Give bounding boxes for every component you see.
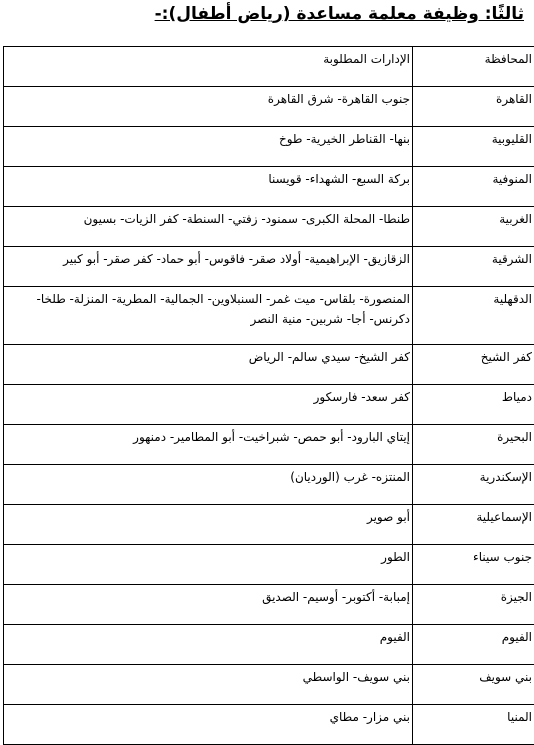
- departments-cell: إمبابة- أكتوبر- أوسيم- الصديق: [4, 585, 413, 625]
- table-row: [4, 385, 534, 425]
- governorate-cell: الإسكندرية: [413, 465, 534, 505]
- header-governorate: المحافظة: [413, 47, 534, 87]
- governorate-cell: البحيرة: [413, 425, 534, 465]
- table-row: [4, 207, 534, 247]
- table-row: [4, 625, 534, 665]
- departments-cell: المنتزه- غرب (الورديان): [4, 465, 413, 505]
- departments-cell: الطور: [4, 545, 413, 585]
- table-row: [4, 247, 534, 287]
- table-row: [4, 545, 534, 585]
- governorate-cell: جنوب سيناء: [413, 545, 534, 585]
- departments-cell: بني سويف- الواسطي: [4, 665, 413, 705]
- departments-cell: جنوب القاهرة- شرق القاهرة: [4, 87, 413, 127]
- header-departments: الإدارات المطلوبة: [4, 47, 413, 87]
- governorate-cell: الغربية: [413, 207, 534, 247]
- table-row: [4, 167, 534, 207]
- table-row: [4, 87, 534, 127]
- departments-cell: بركة السبع- الشهداء- قويسنا: [4, 167, 413, 207]
- governorate-cell: دمياط: [413, 385, 534, 425]
- governorate-cell: الجيزة: [413, 585, 534, 625]
- departments-cell: بنها- القناطر الخيرية- طوخ: [4, 127, 413, 167]
- table-row: [4, 665, 534, 705]
- table-row: [4, 505, 534, 545]
- table-row: [4, 287, 534, 345]
- departments-cell: أبو صوير: [4, 505, 413, 545]
- departments-cell: المنصورة- بلقاس- ميت غمر- السنبلاوين- الجمالية- المطرية- المنزلة- طلخا- دكرنس- أجا- شربين- منية النصر: [4, 287, 413, 345]
- governorate-cell: القليوبية: [413, 127, 534, 167]
- governorate-cell: المنيا: [413, 705, 534, 745]
- governorate-cell: الشرقية: [413, 247, 534, 287]
- departments-cell: كفر سعد- فارسكور: [4, 385, 413, 425]
- departments-cell: بني مزار- مطاي: [4, 705, 413, 745]
- table-row: [4, 585, 534, 625]
- table-row: [4, 425, 534, 465]
- governorate-cell: المنوفية: [413, 167, 534, 207]
- governorates-table: [3, 46, 534, 745]
- table-row: [4, 345, 534, 385]
- governorate-cell: الإسماعيلية: [413, 505, 534, 545]
- departments-cell: طنطا- المحلة الكبرى- سمنود- زفتي- السنطة- كفر الزيات- بسيون: [4, 207, 413, 247]
- governorate-cell: الفيوم: [413, 625, 534, 665]
- governorate-cell: بني سويف: [413, 665, 534, 705]
- governorate-cell: كفر الشيخ: [413, 345, 534, 385]
- departments-cell: إيتاي البارود- أبو حمص- شبراخيت- أبو المطامير- دمنهور: [4, 425, 413, 465]
- departments-cell: الزقازيق- الإبراهيمية- أولاد صقر- فاقوس- أبو حماد- كفر صقر- أبو كبير: [4, 247, 413, 287]
- governorate-cell: الدقهلية: [413, 287, 534, 345]
- departments-cell: كفر الشيخ- سيدي سالم- الرياض: [4, 345, 413, 385]
- table-header-row: [4, 47, 534, 87]
- table-row: [4, 465, 534, 505]
- table-row: [4, 705, 534, 745]
- table-row: [4, 127, 534, 167]
- page-title: ثالثًا: وظيفة معلمة مساعدة (رياض أطفال):-: [155, 4, 524, 24]
- departments-cell: الفيوم: [4, 625, 413, 665]
- governorate-cell: القاهرة: [413, 87, 534, 127]
